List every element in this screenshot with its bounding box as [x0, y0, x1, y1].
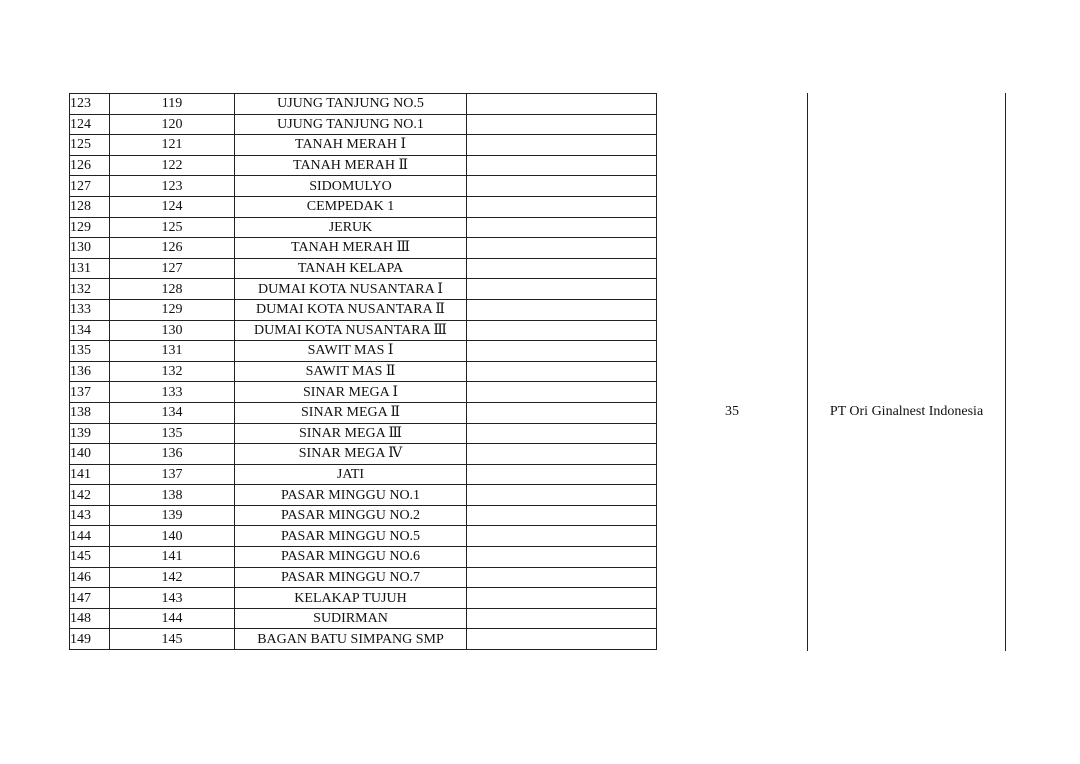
table-row — [70, 526, 657, 547]
row-number-cell: 147 — [70, 588, 110, 609]
row-blank-cell — [467, 464, 657, 485]
table-row — [70, 114, 657, 135]
row-id-cell: 145 — [110, 629, 235, 650]
row-id-cell: 131 — [110, 341, 235, 362]
row-id-cell: 142 — [110, 567, 235, 588]
row-blank-cell — [467, 94, 657, 115]
row-blank-cell — [467, 176, 657, 197]
row-blank-cell — [467, 341, 657, 362]
row-name-cell: TANAH MERAH Ⅲ — [235, 238, 467, 259]
row-number-cell: 149 — [70, 629, 110, 650]
row-blank-cell — [467, 382, 657, 403]
row-blank-cell — [467, 547, 657, 568]
row-number-cell: 140 — [70, 444, 110, 465]
row-name-cell: UJUNG TANJUNG NO.1 — [235, 114, 467, 135]
row-id-cell: 119 — [110, 94, 235, 115]
table-row — [70, 217, 657, 238]
row-name-cell: SINAR MEGA Ⅳ — [235, 444, 467, 465]
row-name-cell: SAWIT MAS Ⅱ — [235, 361, 467, 382]
row-number-cell: 138 — [70, 402, 110, 423]
row-blank-cell — [467, 567, 657, 588]
row-blank-cell — [467, 217, 657, 238]
row-number-cell: 148 — [70, 608, 110, 629]
row-name-cell: SINAR MEGA Ⅱ — [235, 402, 467, 423]
table-row — [70, 258, 657, 279]
row-name-cell: SINAR MEGA Ⅰ — [235, 382, 467, 403]
row-name-cell: SIDOMULYO — [235, 176, 467, 197]
row-id-cell: 122 — [110, 155, 235, 176]
row-name-cell: PASAR MINGGU NO.1 — [235, 485, 467, 506]
row-name-cell: SUDIRMAN — [235, 608, 467, 629]
row-number-cell: 124 — [70, 114, 110, 135]
row-number-cell: 139 — [70, 423, 110, 444]
row-id-cell: 136 — [110, 444, 235, 465]
row-number-cell: 135 — [70, 341, 110, 362]
row-number-cell: 123 — [70, 94, 110, 115]
row-name-cell: CEMPEDAK 1 — [235, 196, 467, 217]
table-row — [70, 444, 657, 465]
table-row — [70, 382, 657, 403]
row-number-cell: 137 — [70, 382, 110, 403]
row-id-cell: 134 — [110, 402, 235, 423]
row-id-cell: 128 — [110, 279, 235, 300]
row-blank-cell — [467, 279, 657, 300]
row-name-cell: TANAH KELAPA — [235, 258, 467, 279]
row-id-cell: 123 — [110, 176, 235, 197]
row-id-cell: 125 — [110, 217, 235, 238]
table-row — [70, 608, 657, 629]
row-id-cell: 127 — [110, 258, 235, 279]
row-blank-cell — [467, 423, 657, 444]
table-row — [70, 361, 657, 382]
column-divider-left — [807, 93, 808, 651]
row-blank-cell — [467, 505, 657, 526]
row-blank-cell — [467, 526, 657, 547]
row-name-cell: PASAR MINGGU NO.5 — [235, 526, 467, 547]
table-row — [70, 320, 657, 341]
table-row — [70, 423, 657, 444]
table-row — [70, 196, 657, 217]
row-id-cell: 121 — [110, 135, 235, 156]
table-row — [70, 341, 657, 362]
table-row — [70, 629, 657, 650]
table-row — [70, 485, 657, 506]
column-divider-right — [1005, 93, 1006, 651]
table-row — [70, 279, 657, 300]
row-number-cell: 143 — [70, 505, 110, 526]
row-name-cell: JATI — [235, 464, 467, 485]
row-number-cell: 130 — [70, 238, 110, 259]
row-blank-cell — [467, 155, 657, 176]
table-row — [70, 94, 657, 115]
row-blank-cell — [467, 444, 657, 465]
row-id-cell: 133 — [110, 382, 235, 403]
row-blank-cell — [467, 485, 657, 506]
row-name-cell: DUMAI KOTA NUSANTARA Ⅱ — [235, 299, 467, 320]
merged-company-cell: PT Ori Ginalnest Indonesia — [829, 404, 984, 419]
row-number-cell: 129 — [70, 217, 110, 238]
row-name-cell: BAGAN BATU SIMPANG SMP — [235, 629, 467, 650]
table-row — [70, 547, 657, 568]
merged-count-cell: 35 — [725, 404, 739, 419]
row-id-cell: 141 — [110, 547, 235, 568]
table-row — [70, 155, 657, 176]
row-name-cell: SAWIT MAS Ⅰ — [235, 341, 467, 362]
table-row — [70, 464, 657, 485]
row-number-cell: 142 — [70, 485, 110, 506]
table-row — [70, 176, 657, 197]
row-blank-cell — [467, 135, 657, 156]
row-number-cell: 145 — [70, 547, 110, 568]
row-name-cell: KELAKAP TUJUH — [235, 588, 467, 609]
row-blank-cell — [467, 402, 657, 423]
row-number-cell: 125 — [70, 135, 110, 156]
table-row — [70, 299, 657, 320]
row-blank-cell — [467, 588, 657, 609]
table-body — [70, 94, 657, 650]
table-row — [70, 135, 657, 156]
row-id-cell: 126 — [110, 238, 235, 259]
row-id-cell: 130 — [110, 320, 235, 341]
table-row — [70, 505, 657, 526]
row-id-cell: 138 — [110, 485, 235, 506]
row-blank-cell — [467, 258, 657, 279]
row-number-cell: 131 — [70, 258, 110, 279]
row-id-cell: 120 — [110, 114, 235, 135]
row-number-cell: 126 — [70, 155, 110, 176]
row-name-cell: TANAH MERAH Ⅰ — [235, 135, 467, 156]
row-number-cell: 127 — [70, 176, 110, 197]
row-id-cell: 132 — [110, 361, 235, 382]
table-row — [70, 588, 657, 609]
row-name-cell: UJUNG TANJUNG NO.5 — [235, 94, 467, 115]
row-name-cell: PASAR MINGGU NO.7 — [235, 567, 467, 588]
row-id-cell: 140 — [110, 526, 235, 547]
row-id-cell: 135 — [110, 423, 235, 444]
row-blank-cell — [467, 608, 657, 629]
row-id-cell: 143 — [110, 588, 235, 609]
row-blank-cell — [467, 320, 657, 341]
row-id-cell: 139 — [110, 505, 235, 526]
table-row — [70, 402, 657, 423]
row-name-cell: DUMAI KOTA NUSANTARA Ⅰ — [235, 279, 467, 300]
row-blank-cell — [467, 114, 657, 135]
row-number-cell: 134 — [70, 320, 110, 341]
row-blank-cell — [467, 299, 657, 320]
row-blank-cell — [467, 238, 657, 259]
row-name-cell: JERUK — [235, 217, 467, 238]
row-name-cell: PASAR MINGGU NO.2 — [235, 505, 467, 526]
row-number-cell: 133 — [70, 299, 110, 320]
row-id-cell: 129 — [110, 299, 235, 320]
row-blank-cell — [467, 361, 657, 382]
row-number-cell: 146 — [70, 567, 110, 588]
row-name-cell: DUMAI KOTA NUSANTARA Ⅲ — [235, 320, 467, 341]
row-blank-cell — [467, 196, 657, 217]
table-row — [70, 567, 657, 588]
row-id-cell: 144 — [110, 608, 235, 629]
row-number-cell: 136 — [70, 361, 110, 382]
row-number-cell: 141 — [70, 464, 110, 485]
row-number-cell: 132 — [70, 279, 110, 300]
row-blank-cell — [467, 629, 657, 650]
row-name-cell: TANAH MERAH Ⅱ — [235, 155, 467, 176]
row-name-cell: PASAR MINGGU NO.6 — [235, 547, 467, 568]
row-id-cell: 137 — [110, 464, 235, 485]
table-row — [70, 238, 657, 259]
row-name-cell: SINAR MEGA Ⅲ — [235, 423, 467, 444]
row-number-cell: 128 — [70, 196, 110, 217]
row-number-cell: 144 — [70, 526, 110, 547]
location-table — [69, 93, 657, 650]
row-id-cell: 124 — [110, 196, 235, 217]
